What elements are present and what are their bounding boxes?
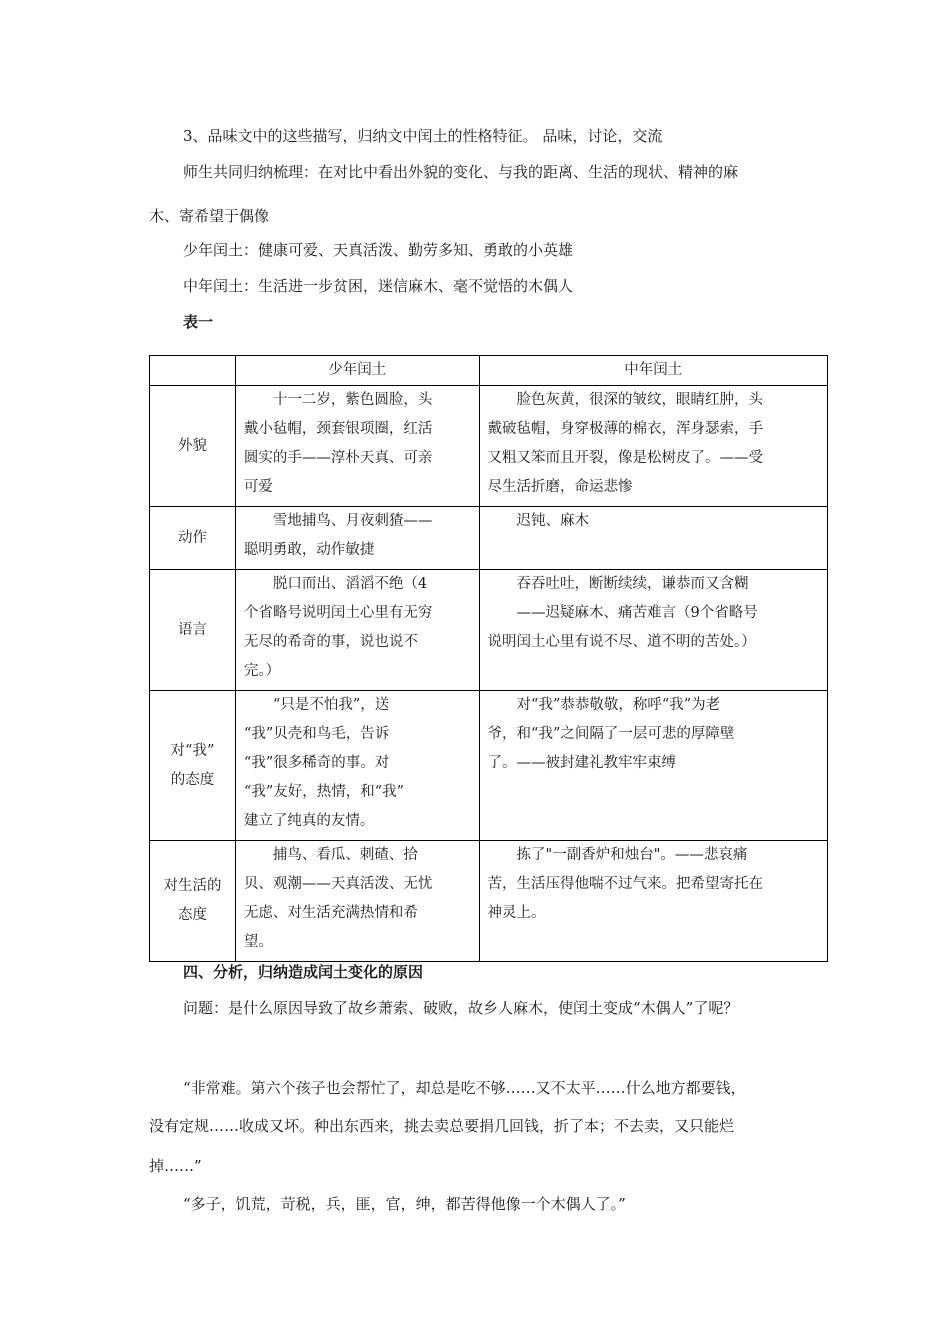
text-line: 对“我”恭恭敬敬，称呼“我”为老 <box>516 697 721 713</box>
cell-middle-language <box>479 570 827 691</box>
text-line: 吞吞吐吐，断断续续，谦恭而又含糊 <box>516 576 749 592</box>
section-4-heading: 四、分析，归纳造成闰土变化的原因 <box>183 963 424 981</box>
text-line: 说明闰土心里有说不尽、道不明的苦处。） <box>487 634 756 650</box>
text-line: 又粗又笨而且开裂，像是松树皮了。——受 <box>487 450 764 466</box>
text-line: 拣了"一副香炉和烛台"。——悲哀痛 <box>516 847 748 863</box>
quote-1-line-1: “非常难。第六个孩子也会帮忙了，却总是吃不够……又不太平……什么地方都要钱， <box>183 1079 746 1097</box>
text-line: 戴破毡帽，身穿极薄的棉衣，浑身瑟索，手 <box>487 421 764 437</box>
text-line: 建立了纯真的友情。 <box>243 813 375 829</box>
summary-line-1: 师生共同归纳梳理：在对比中看出外貌的变化、与我的距离、生活的现状、精神的麻 <box>183 163 739 181</box>
table-row-attitude-to-me <box>150 691 828 841</box>
text-line: 贝、观潮——天真活泼、无忧 <box>243 876 433 892</box>
text-line: 迟钝、麻木 <box>516 513 590 529</box>
text-line: “我”友好，热情，和“我” <box>243 784 405 800</box>
table-row-attitude-to-life <box>150 841 828 962</box>
quote-1-line-3: 掉……” <box>149 1157 202 1175</box>
text-line: 了。——被封建礼教牢牢束缚 <box>487 755 677 771</box>
text-line: 雪地捕鸟、月夜刺猹—— <box>272 513 433 529</box>
text-line: 望。 <box>243 934 273 950</box>
text-line: 神灵上。 <box>487 905 546 921</box>
text-line: 十一二岁，紫色圆脸，头 <box>272 392 433 408</box>
table-header-row <box>150 356 828 386</box>
summary-line-2: 木、寄希望于偶像 <box>149 207 270 225</box>
question-3-line: 3、品味文中的这些描写，归纳文中闰土的性格特征。 品味，讨论，交流 <box>183 127 663 145</box>
text-line: “我”很多稀奇的事。对 <box>243 755 390 771</box>
cell-young-action <box>235 507 479 570</box>
text-line: 捕鸟、看瓜、刺碴、拾 <box>272 847 418 863</box>
cell-young-appearance <box>235 386 479 507</box>
table-row-appearance <box>150 386 828 507</box>
row-label-action: 动作 <box>150 507 236 570</box>
cell-middle-attitude-to-life <box>479 841 827 962</box>
header-middle-runtu: 中年闰土 <box>479 356 827 386</box>
section-4-question: 问题：是什么原因导致了故乡萧索、破败，故乡人麻木，使闰土变成“木偶人”了呢？ <box>183 999 739 1017</box>
middle-runtu-summary: 中年闰土：生活进一步贫困，迷信麻木、毫不觉悟的木偶人 <box>183 277 574 295</box>
text-line: 完。） <box>243 663 281 679</box>
cell-middle-attitude-to-me <box>479 691 827 841</box>
row-label-attitude-to-life <box>150 841 236 962</box>
text-line: 无尽的希奇的事，说也说不 <box>243 634 418 650</box>
text-line: 尽生活折磨，命运悲惨 <box>487 479 633 495</box>
text-line: 个省略号说明闰土心里有无穷 <box>243 605 433 621</box>
table-title: 表一 <box>183 313 214 331</box>
cell-middle-appearance <box>479 386 827 507</box>
text-line: 可爱 <box>243 479 273 495</box>
text-line: ——迟疑麻木、痛苦难言（9个省略号 <box>516 605 758 621</box>
label-line: 对“我” <box>170 742 215 759</box>
label-line: 对生活的 <box>163 878 222 894</box>
table-row-language <box>150 570 828 691</box>
text-line: 爷，和“我”之间隔了一层可悲的厚障壁 <box>487 726 735 742</box>
quote-1-line-2: 没有定规……收成又坏。种出东西来，挑去卖总要捐几回钱，折了本；不去卖，又只能烂 <box>149 1117 735 1135</box>
table-row-action <box>150 507 828 570</box>
text-line: 苦，生活压得他喘不过气来。把希望寄托在 <box>487 876 764 892</box>
cell-young-attitude-to-life <box>235 841 479 962</box>
comparison-table <box>149 355 828 962</box>
young-runtu-summary: 少年闰土：健康可爱、天真活泼、勤劳多知、勇敢的小英雄 <box>183 241 574 259</box>
row-label-appearance: 外貌 <box>150 386 236 507</box>
cell-middle-action <box>479 507 827 570</box>
header-young-runtu: 少年闰土 <box>235 356 479 386</box>
text-line: “只是不怕我”，送 <box>272 697 390 713</box>
row-label-language: 语言 <box>150 570 236 691</box>
quote-2: “多子，饥荒，苛税，兵，匪，官，绅，都苦得他像一个木偶人了。” <box>183 1195 626 1213</box>
text-line: 圆实的手——淳朴天真、可亲 <box>243 450 433 466</box>
text-line: “我”贝壳和鸟毛，告诉 <box>243 726 390 742</box>
text-line: 聪明勇敢，动作敏捷 <box>243 542 375 558</box>
text-line: 戴小毡帽，颈套银项圈，红活 <box>243 421 433 437</box>
text-line: 脸色灰黄，很深的皱纹，眼睛红肿，头 <box>516 392 764 408</box>
text-line: 脱口而出、滔滔不绝（4 <box>272 576 428 592</box>
label-line: 态度 <box>177 907 207 923</box>
row-label-attitude-to-me <box>150 691 236 841</box>
label-line: 的态度 <box>170 771 215 788</box>
cell-young-attitude-to-me <box>235 691 479 841</box>
cell-young-language <box>235 570 479 691</box>
header-empty-cell <box>150 356 236 386</box>
text-line: 无虑、对生活充满热情和希 <box>243 905 418 921</box>
